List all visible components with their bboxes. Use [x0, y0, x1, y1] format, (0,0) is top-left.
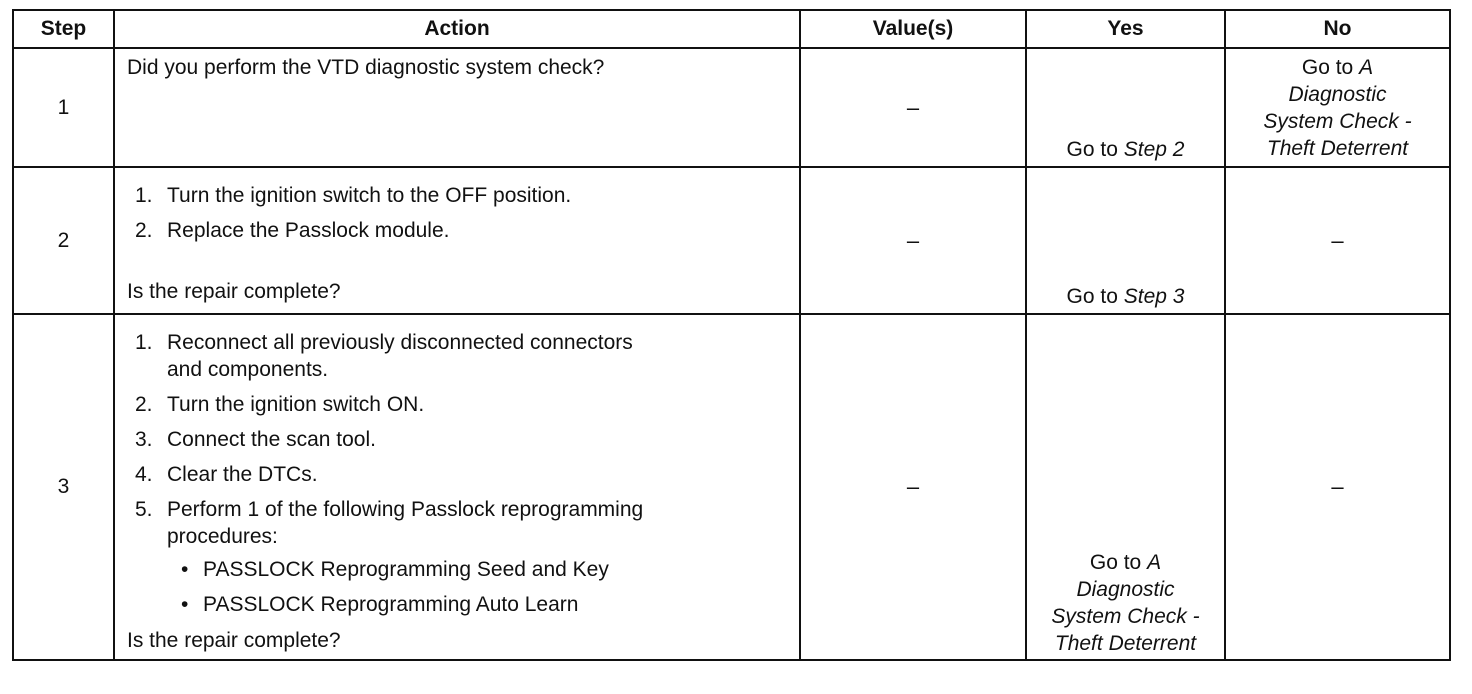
- list-item: 4. Clear the DTCs.: [135, 463, 318, 486]
- list-item: 2. Turn the ignition switch ON.: [135, 393, 425, 416]
- no-cell: –: [1225, 167, 1450, 314]
- step-link[interactable]: Step 2: [1123, 138, 1185, 161]
- bullet-icon: •: [181, 558, 189, 581]
- step-number: 3: [13, 314, 114, 660]
- list-item: 1. Reconnect all previously disconnected connectors and components.: [135, 331, 633, 381]
- list-item: 3. Connect the scan tool.: [135, 428, 376, 451]
- table-row: [13, 314, 1450, 660]
- step-link[interactable]: Step 3: [1123, 285, 1185, 308]
- no-cell: [1225, 48, 1450, 167]
- yes-goto[interactable]: Go to Step 2: [1066, 138, 1185, 161]
- yes-cell: [1026, 48, 1225, 167]
- question-text: Is the repair complete?: [127, 629, 341, 652]
- action-cell: [114, 314, 800, 660]
- value-cell: –: [800, 167, 1026, 314]
- table-row: [13, 48, 1450, 167]
- instruction-list: [135, 329, 769, 626]
- bullet-icon: •: [181, 593, 189, 616]
- step-number: 2: [13, 167, 114, 314]
- yes-goto[interactable]: Go to Step 3: [1066, 285, 1185, 308]
- step-number: 1: [13, 48, 114, 167]
- list-item: • PASSLOCK Reprogramming Auto Learn: [181, 593, 579, 616]
- yes-cell: [1026, 314, 1225, 660]
- action-cell: [114, 48, 800, 167]
- header-action: Action: [114, 10, 800, 48]
- list-item: • PASSLOCK Reprogramming Seed and Key: [181, 558, 609, 581]
- no-goto[interactable]: Go to A Diagnostic System Check - Theft Deterrent: [1263, 56, 1412, 160]
- action-cell: [114, 167, 800, 314]
- header-step: Step: [13, 10, 114, 48]
- yes-cell: [1026, 167, 1225, 314]
- list-item: 1. Turn the ignition switch to the OFF position.: [135, 184, 572, 207]
- question-text: Did you perform the VTD diagnostic system check?: [127, 56, 605, 79]
- header-no: No: [1225, 10, 1450, 48]
- header-row: [13, 10, 1450, 48]
- diagnostic-table: [12, 9, 1451, 661]
- instruction-list: [135, 182, 769, 252]
- list-item: 2. Replace the Passlock module.: [135, 219, 450, 242]
- header-values: Value(s): [800, 10, 1026, 48]
- table-row: [13, 167, 1450, 314]
- value-cell: –: [800, 314, 1026, 660]
- no-cell: –: [1225, 314, 1450, 660]
- procedure-sublist: [167, 556, 769, 618]
- value-cell: –: [800, 48, 1026, 167]
- list-item: 5. Perform 1 of the following Passlock reprogramming procedures: • PASSLOCK Reprogramming Seed and Key • PASSLOCK Reprogramming Auto Learn: [135, 496, 769, 618]
- yes-goto[interactable]: Go to A Diagnostic System Check - Theft Deterrent: [1051, 551, 1200, 655]
- question-text: Is the repair complete?: [127, 280, 341, 303]
- header-yes: Yes: [1026, 10, 1225, 48]
